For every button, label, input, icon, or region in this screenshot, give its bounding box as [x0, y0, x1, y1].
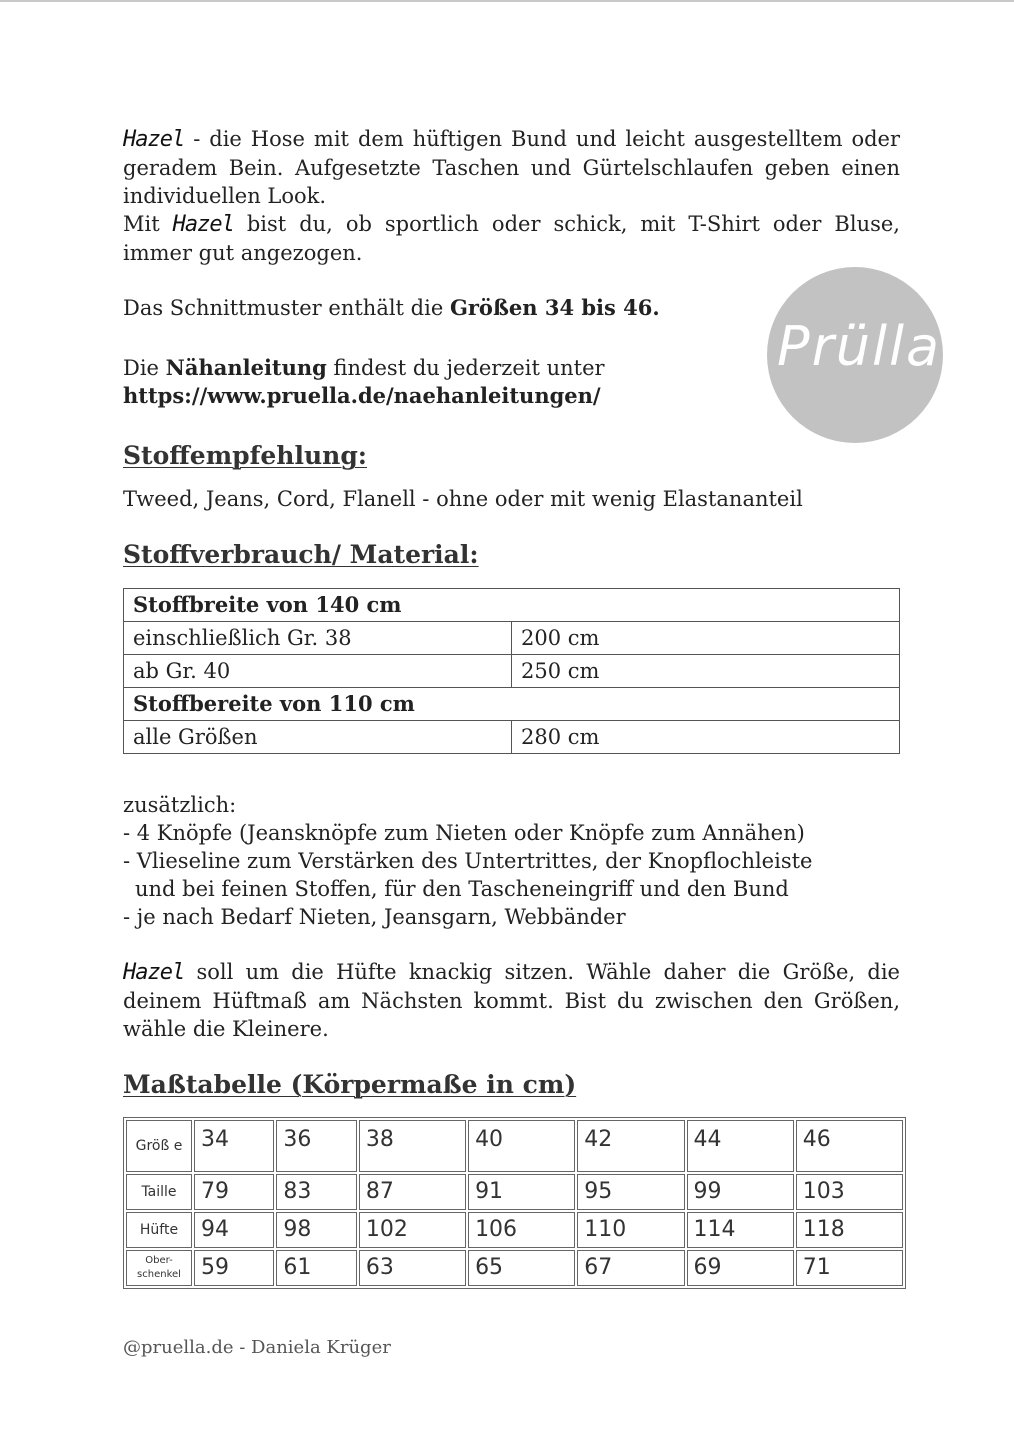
instructions-bold: Nähanleitung	[165, 355, 327, 380]
material-group-row	[124, 688, 900, 721]
size-cell: 79	[194, 1174, 274, 1210]
instructions-sentence	[123, 354, 605, 410]
size-label-taille: Taille	[126, 1174, 192, 1210]
material-cell: ab Gr. 40	[124, 655, 512, 688]
extras-label: zusätzlich:	[123, 793, 237, 817]
size-row	[126, 1120, 903, 1172]
material-row	[124, 655, 900, 688]
size-cell: 91	[468, 1174, 575, 1210]
sizes-pre: Das Schnittmuster enthält die	[123, 296, 450, 320]
size-label-huefte: Hüfte	[126, 1212, 192, 1248]
fit-paragraph	[123, 958, 900, 1043]
extras-item: - je nach Bedarf Nieten, Jeansgarn, Webbänder	[123, 905, 626, 929]
size-cell: 42	[577, 1120, 684, 1172]
size-cell: 98	[276, 1212, 356, 1248]
size-cell: 34	[194, 1120, 274, 1172]
brand-script-3: Hazel	[123, 960, 185, 985]
brand-script: Hazel	[123, 127, 185, 152]
fabric-heading: Stoffempfehlung:	[123, 441, 368, 470]
logo-text: Prülla	[777, 315, 942, 378]
size-label-oberschenkel: Ober-schenkel	[126, 1250, 192, 1286]
size-chart-table	[123, 1117, 906, 1289]
size-cell: 118	[796, 1212, 903, 1248]
size-row	[126, 1174, 903, 1210]
size-cell: 36	[276, 1120, 356, 1172]
material-cell: 280 cm	[512, 721, 900, 754]
size-cell: 114	[687, 1212, 794, 1248]
size-cell: 69	[687, 1250, 794, 1286]
intro-text-2b: bist du, ob sportlich oder schick, mit T-Shirt oder Bluse, immer gut angezogen.	[123, 212, 900, 265]
extras-item: - Vlieseline zum Verstärken des Untertrittes, der Knopflochleiste	[123, 849, 813, 873]
size-cell: 106	[468, 1212, 575, 1248]
pruella-logo	[767, 267, 943, 443]
size-row	[126, 1212, 903, 1248]
size-cell: 63	[359, 1250, 466, 1286]
footer-credit: @pruella.de - Daniela Krüger	[123, 1337, 391, 1358]
size-chart-heading: Maßtabelle (Körpermaße in cm)	[123, 1070, 577, 1099]
size-cell: 44	[687, 1120, 794, 1172]
material-cell: 250 cm	[512, 655, 900, 688]
size-cell: 103	[796, 1174, 903, 1210]
material-heading: Stoffverbrauch/ Material:	[123, 540, 479, 569]
intro-text-1: - die Hose mit dem hüftigen Bund und leicht ausgestelltem oder geradem Bein. Aufgesetzte Taschen und Gürtelschlaufen geben einen individuellen Look.	[123, 127, 900, 208]
extras-list	[123, 791, 812, 931]
instructions-post: findest du jederzeit unter	[326, 356, 605, 380]
size-label-groesse: Größ e	[126, 1120, 192, 1172]
material-group-row	[124, 589, 900, 622]
material-group-140: Stoffbreite von 140 cm	[124, 589, 900, 622]
brand-script-2: Hazel	[172, 212, 234, 237]
material-group-110: Stoffbereite von 110 cm	[124, 688, 900, 721]
size-cell: 67	[577, 1250, 684, 1286]
extras-item: und bei feinen Stoffen, für den Tascheneingriff und den Bund	[135, 877, 789, 901]
size-cell: 71	[796, 1250, 903, 1286]
material-table	[123, 588, 900, 754]
size-cell: 99	[687, 1174, 794, 1210]
sizes-sentence	[123, 294, 660, 322]
page-top-border	[0, 0, 1014, 2]
size-cell: 40	[468, 1120, 575, 1172]
material-row	[124, 622, 900, 655]
material-cell: 200 cm	[512, 622, 900, 655]
size-cell: 61	[276, 1250, 356, 1286]
size-cell: 87	[359, 1174, 466, 1210]
intro-paragraph	[123, 125, 900, 267]
material-cell: alle Größen	[124, 721, 512, 754]
fabric-text: Tweed, Jeans, Cord, Flanell - ohne oder mit wenig Elastananteil	[123, 487, 803, 511]
sizes-bold: Größen 34 bis 46.	[449, 295, 660, 320]
size-cell: 95	[577, 1174, 684, 1210]
size-cell: 110	[577, 1212, 684, 1248]
intro-text-2a: Mit	[123, 212, 173, 236]
fit-text: soll um die Hüfte knackig sitzen. Wähle daher die Größe, die deinem Hüftmaß am Nächsten kommt. Bist du zwischen den Größen, wähle die Kleinere.	[123, 960, 900, 1041]
material-cell: einschließlich Gr. 38	[124, 622, 512, 655]
size-row	[126, 1250, 903, 1286]
extras-item: - 4 Knöpfe (Jeansknöpfe zum Nieten oder Knöpfe zum Annähen)	[123, 821, 805, 845]
instructions-url-link[interactable]: https://www.pruella.de/naehanleitungen/	[123, 383, 601, 408]
size-cell: 65	[468, 1250, 575, 1286]
size-cell: 83	[276, 1174, 356, 1210]
material-row	[124, 721, 900, 754]
size-cell: 38	[359, 1120, 466, 1172]
size-cell: 59	[194, 1250, 274, 1286]
instructions-pre: Die	[123, 356, 166, 380]
size-cell: 102	[359, 1212, 466, 1248]
size-cell: 46	[796, 1120, 903, 1172]
size-cell: 94	[194, 1212, 274, 1248]
